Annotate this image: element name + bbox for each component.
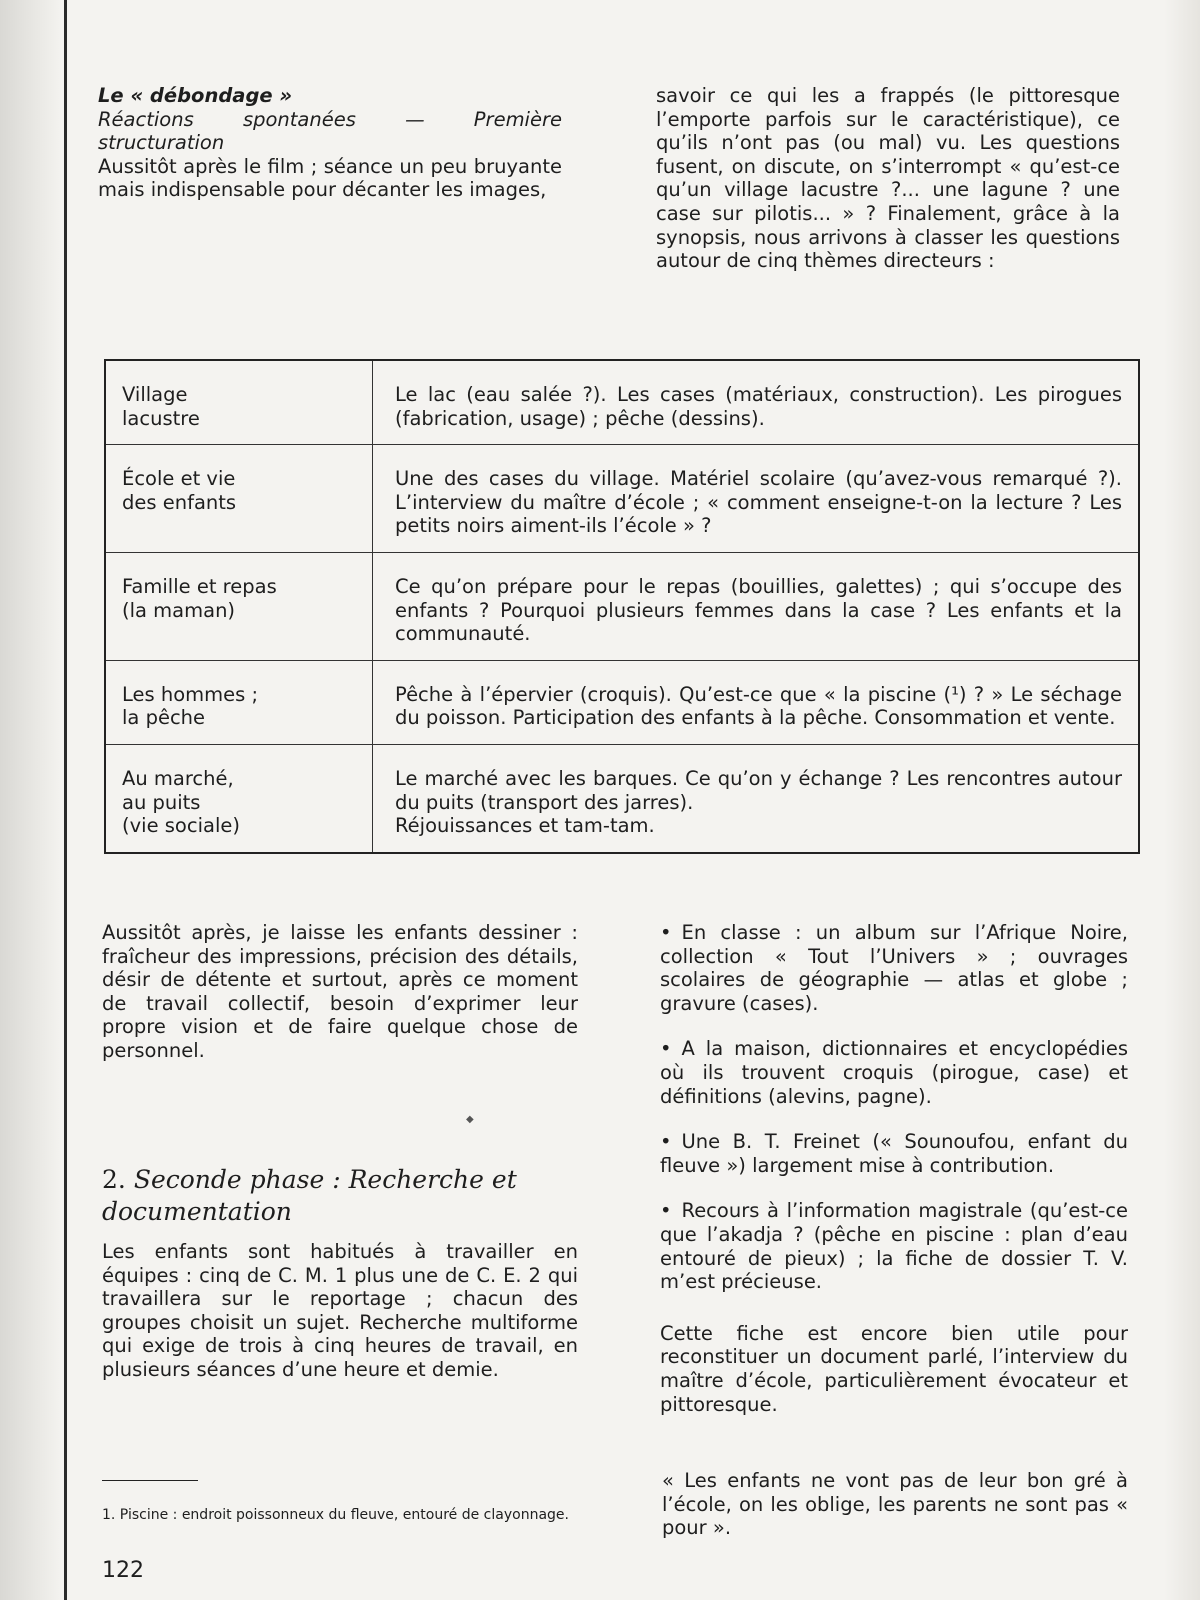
table-row <box>105 744 1139 852</box>
list-item: • Une B. T. Freinet (« Sounoufou, enfant du fleuve ») largement mise à contribution. <box>660 1130 1128 1177</box>
bottom-right-column <box>660 921 1128 1416</box>
section-number: 2. <box>102 1165 126 1194</box>
footnote-rule <box>102 1480 198 1481</box>
table-row <box>105 360 1139 445</box>
bottom-left-column <box>102 921 578 1063</box>
ink-dot: ◆ <box>466 1114 474 1125</box>
themes-table <box>104 359 1140 854</box>
quote-block <box>662 1469 1128 1540</box>
page-number: 122 <box>102 1558 144 1583</box>
theme-cell: Famille et repas (la maman) <box>122 574 277 622</box>
binding-line <box>64 0 67 1600</box>
description-cell: Une des cases du village. Matériel scolaire (qu’avez-vous remarqué ?). L’interview du maître d’école ; « comment enseigne-t-on la lecture ? Les petits noirs aiment-ils l’école » ? <box>395 467 1122 538</box>
bullet-icon: • <box>660 1199 672 1223</box>
section-title <box>102 1164 580 1228</box>
list-item: • En classe : un album sur l’Afrique Noire, collection « Tout l’Univers » ; ouvrages scolaires de géographie — atlas et globe ; gravure (cases). <box>660 921 1128 1015</box>
research-paragraph: Les enfants sont habitués à travailler en équipes : cinq de C. M. 1 plus une de C. E. 2 qui travaillera sur le reportage ; chacun des groupes choisit un sujet. Recherche multiforme qui exige de trois à cinq heures de travail, en plusieurs séances d’une heure et demie. <box>102 1240 578 1381</box>
list-item: • Recours à l’information magistrale (qu’est-ce que l’akadja ? (pêche en piscine : plan d’eau entouré de pieux) ; la fiche de dossier T. V. m’est précieuse. <box>660 1199 1128 1294</box>
fiche-paragraph: Cette fiche est encore bien utile pour reconstituer un document parlé, l’interview du maître d’école, particulièrement évocateur et pittoresque. <box>660 1321 1128 1416</box>
section-heading: Le « débondage » <box>98 84 293 107</box>
bullet-icon: • <box>660 921 672 944</box>
description-cell: Pêche à l’épervier (croquis). Qu’est-ce que « la piscine (¹) ? » Le séchage du poisson. Participation des enfants à la pêche. Consommation et vente. <box>395 682 1122 730</box>
table-row <box>105 445 1139 553</box>
book-spine-shadow <box>0 0 62 1600</box>
section-subheading: Réactions spontanées — Première structuration <box>98 107 562 155</box>
theme-cell: École et vie des enfants <box>122 467 237 514</box>
bullet-icon: • <box>660 1130 672 1154</box>
theme-cell: Au marché, au puits (vie sociale) <box>122 766 240 838</box>
theme-cell: Les hommes ; la pêche <box>122 682 259 730</box>
bullet-icon: • <box>660 1037 672 1061</box>
section-title-text: Seconde phase : Recherche et documentation <box>102 1165 517 1226</box>
page-edge-shadow <box>1164 0 1200 1600</box>
description-cell: Le marché avec les barques. Ce qu’on y échange ? Les rencontres autour du puits (transport des jarres). Réjouissances et tam-tam. <box>395 766 1122 838</box>
continuation-paragraph: savoir ce qui les a frappés (le pittoresque l’emporte parfois sur le caractéristique), ce qu’ils n’ont pas (ou mal) vu. Les questions fusent, on discute, on s’interrompt « qu’est-ce qu’un village lacustre ?... une lagune ? une case sur pilotis... » ? Finalement, grâce à la synopsis, nous arrivons à classer les questions autour de cinq thèmes directeurs : <box>656 84 1120 273</box>
intro-paragraph: Aussitôt après le film ; séance un peu bruyante mais indispensable pour décanter les images, <box>98 154 562 202</box>
drawing-paragraph: Aussitôt après, je laisse les enfants dessiner : fraîcheur des impressions, précision des détails, désir de détente et surtout, après ce moment de travail collectif, besoin d’exprimer leur propre vision et de faire quelque chose de personnel. <box>102 921 578 1062</box>
list-item: • A la maison, dictionnaires et encyclopédies où ils trouvent croquis (pirogue, case) et définitions (alevins, pagne). <box>660 1037 1128 1108</box>
research-column <box>102 1240 578 1382</box>
description-cell: Ce qu’on prépare pour le repas (bouillies, galettes) ; qui s’occupe des enfants ? Pourquoi plusieurs femmes dans la case ? Les enfants et la communauté. <box>395 574 1122 646</box>
theme-cell: Village lacustre <box>122 383 200 430</box>
table-row <box>105 552 1139 660</box>
top-right-column <box>656 84 1120 273</box>
quote-text: « Les enfants ne vont pas de leur bon gré à l’école, on les oblige, les parents ne sont pas « pour ». <box>662 1469 1128 1540</box>
table-row <box>105 660 1139 744</box>
footnote: 1. Piscine : endroit poissonneux du fleuve, entouré de clayonnage. <box>102 1507 569 1523</box>
top-left-column <box>98 84 562 202</box>
description-cell: Le lac (eau salée ?). Les cases (matériaux, construction). Les pirogues (fabrication, usage) ; pêche (dessins). <box>395 383 1122 430</box>
